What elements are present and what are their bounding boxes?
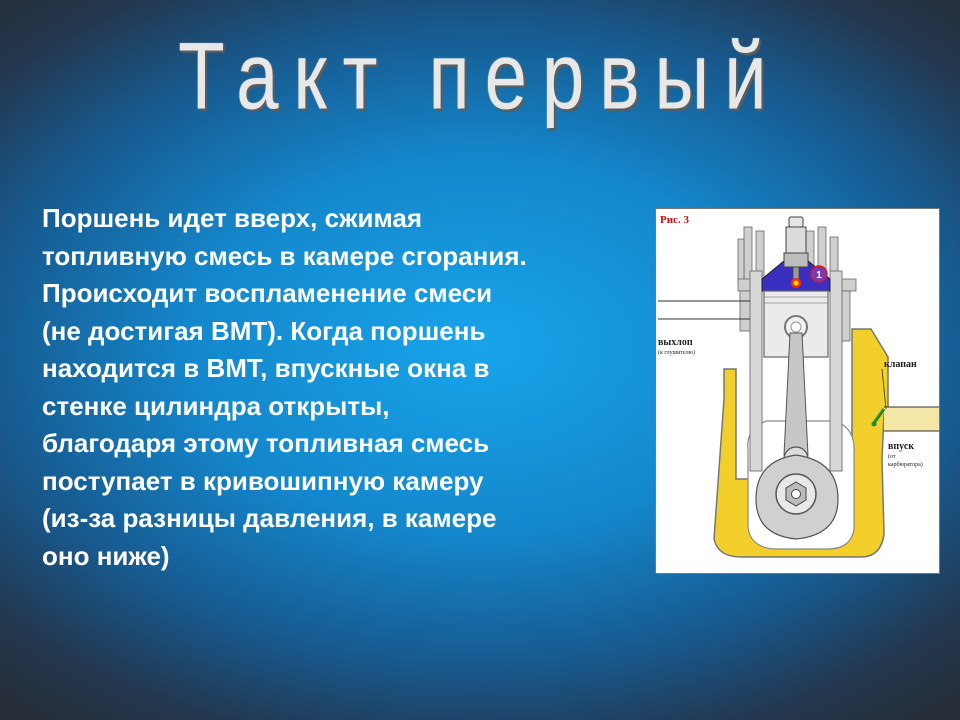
cylinder-wall-left xyxy=(750,271,762,471)
crankshaft xyxy=(756,455,838,539)
stroke-number: 1 xyxy=(816,270,822,281)
slide-body-text xyxy=(42,200,652,575)
exhaust-label: выхлоп xyxy=(658,337,693,348)
body-line: (из-за разницы давления, в камере xyxy=(42,503,497,533)
valve-label: клапан xyxy=(884,359,917,370)
intake-sub-label-1: (от xyxy=(888,454,896,460)
figure-caption: Рис. 3 xyxy=(660,214,689,226)
body-line: оно ниже) xyxy=(42,540,170,571)
body-line: Происходит воспламенение смеси xyxy=(42,278,493,308)
intake-sub-label-2: карбюратора) xyxy=(888,462,923,468)
exhaust-port xyxy=(658,301,750,319)
body-line: находится в ВМТ, впускные окна в xyxy=(42,353,490,383)
engine-diagram-figure xyxy=(655,208,940,574)
body-line: поступает в кривошипную камеру xyxy=(42,465,484,496)
body-line: (не достигая ВМТ). Когда поршень xyxy=(42,315,486,346)
slide-title: Такт первый xyxy=(178,23,782,130)
cylinder-wall-right xyxy=(830,271,842,471)
engine-diagram xyxy=(656,209,939,573)
body-line: Поршень идет вверх, сжимая xyxy=(42,203,422,233)
body-line: благодаря этому топливная смесь xyxy=(42,428,490,458)
exhaust-sub-label: (к глушителю) xyxy=(658,350,696,356)
intake-port xyxy=(884,407,939,431)
body-line: стенке цилиндра открыты, xyxy=(42,390,390,421)
intake-label: впуск xyxy=(888,441,915,452)
spark xyxy=(791,278,801,288)
body-line: топливную смесь в камере сгорания. xyxy=(42,240,527,271)
